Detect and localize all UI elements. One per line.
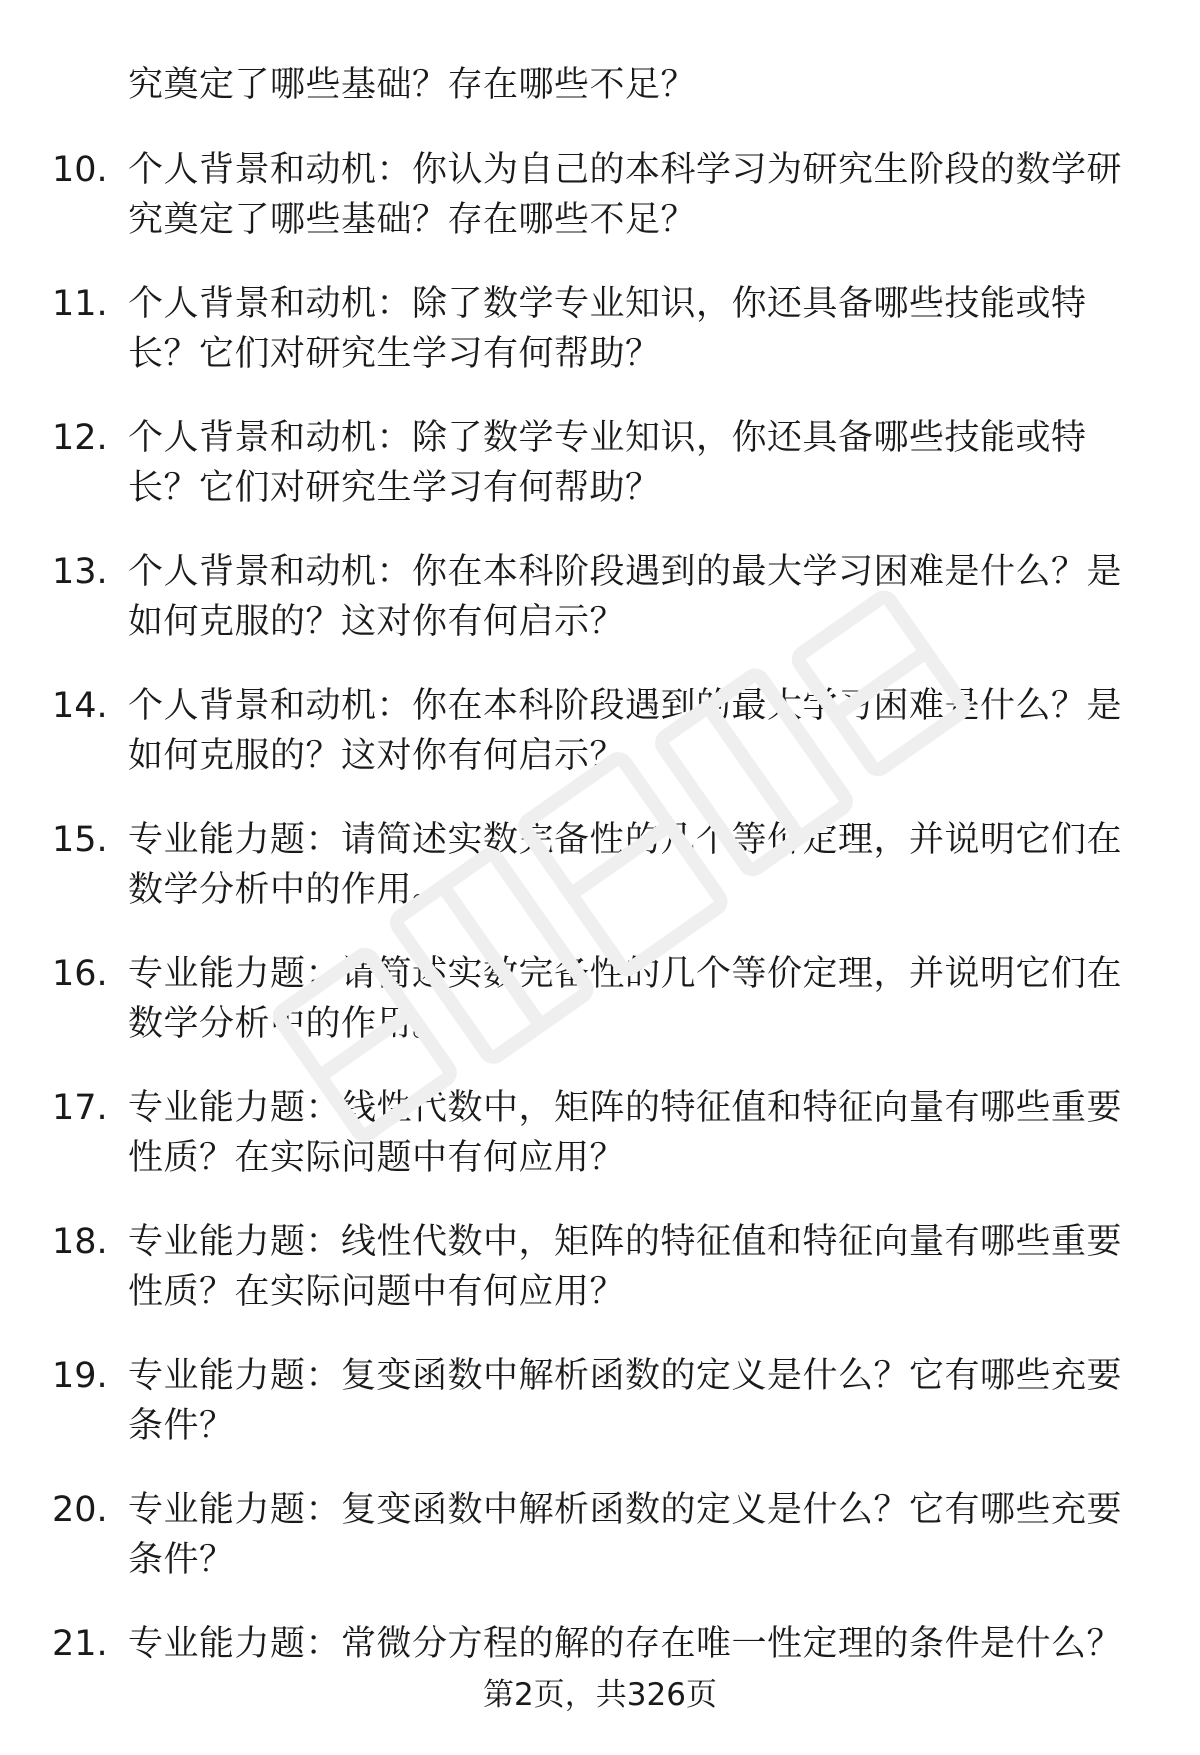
- question-number: 17.: [52, 1088, 108, 1128]
- question-number: 15.: [52, 820, 108, 860]
- question-item: [0, 949, 1200, 1049]
- question-text-line: 性质？在实际问题中有何应用？: [128, 1272, 626, 1312]
- question-number: 19.: [52, 1356, 108, 1396]
- question-item: [0, 1083, 1200, 1183]
- question-text-line: 专业能力题：线性代数中，矩阵的特征值和特征向量有哪些重要: [128, 1088, 1123, 1128]
- question-text-line: 性质？在实际问题中有何应用？: [128, 1138, 626, 1178]
- question-text-line: 专业能力题：常微分方程的解的存在唯一性定理的条件是什么？: [128, 1624, 1123, 1664]
- question-text-line: 数学分析中的作用。: [128, 1004, 448, 1044]
- question-text-line: 长？它们对研究生学习有何帮助？: [128, 334, 661, 374]
- question-number: 20.: [52, 1490, 108, 1530]
- question-number: 11.: [52, 284, 108, 324]
- question-text-line: 专业能力题：线性代数中，矩阵的特征值和特征向量有哪些重要: [128, 1222, 1123, 1262]
- question-item: [0, 547, 1200, 647]
- question-item: [0, 1485, 1200, 1585]
- question-text-line: 专业能力题：请简述实数完备性的几个等价定理，并说明它们在: [128, 954, 1123, 994]
- question-number: 21.: [52, 1624, 108, 1664]
- question-item: [0, 815, 1200, 915]
- question-text-line: 条件？: [128, 1406, 235, 1446]
- question-text-line: 数学分析中的作用。: [128, 870, 448, 910]
- question-number: 12.: [52, 418, 108, 458]
- question-text-line: 条件？: [128, 1540, 235, 1580]
- question-text-line: 个人背景和动机：你认为自己的本科学习为研究生阶段的数学研: [128, 150, 1123, 190]
- question-number: 16.: [52, 954, 108, 994]
- question-text-line: 专业能力题：复变函数中解析函数的定义是什么？它有哪些充要: [128, 1356, 1123, 1396]
- question-item: [0, 279, 1200, 379]
- question-text-line: 专业能力题：请简述实数完备性的几个等价定理，并说明它们在: [128, 820, 1123, 860]
- question-item: [0, 413, 1200, 513]
- question-item: [0, 1217, 1200, 1317]
- question-item: [0, 681, 1200, 781]
- question-text-line: 个人背景和动机：除了数学专业知识，你还具备哪些技能或特: [128, 284, 1087, 324]
- question-number: 18.: [52, 1222, 108, 1262]
- question-text-line: 如何克服的？这对你有何启示？: [128, 602, 626, 642]
- question-item: [0, 1351, 1200, 1451]
- question-list: [0, 145, 1200, 1753]
- question-text-line: 个人背景和动机：你在本科阶段遇到的最大学习困难是什么？是: [128, 552, 1123, 592]
- question-text-line: 长？它们对研究生学习有何帮助？: [128, 468, 661, 508]
- question-number: 13.: [52, 552, 108, 592]
- page-footer: 第2页，共326页: [483, 1677, 717, 1713]
- question-text-line: 个人背景和动机：除了数学专业知识，你还具备哪些技能或特: [128, 418, 1087, 458]
- question-text-line: 专业能力题：复变函数中解析函数的定义是什么？它有哪些充要: [128, 1490, 1123, 1530]
- question-number: 10.: [52, 150, 108, 190]
- question-text-line: 个人背景和动机：你在本科阶段遇到的最大学习困难是什么？是: [128, 686, 1123, 726]
- question-text-line: 如何克服的？这对你有何启示？: [128, 736, 626, 776]
- question-text-line: 究奠定了哪些基础？存在哪些不足？: [128, 200, 697, 240]
- continuation-text: 究奠定了哪些基础？存在哪些不足？: [128, 65, 697, 105]
- question-item: [0, 145, 1200, 245]
- question-number: 14.: [52, 686, 108, 726]
